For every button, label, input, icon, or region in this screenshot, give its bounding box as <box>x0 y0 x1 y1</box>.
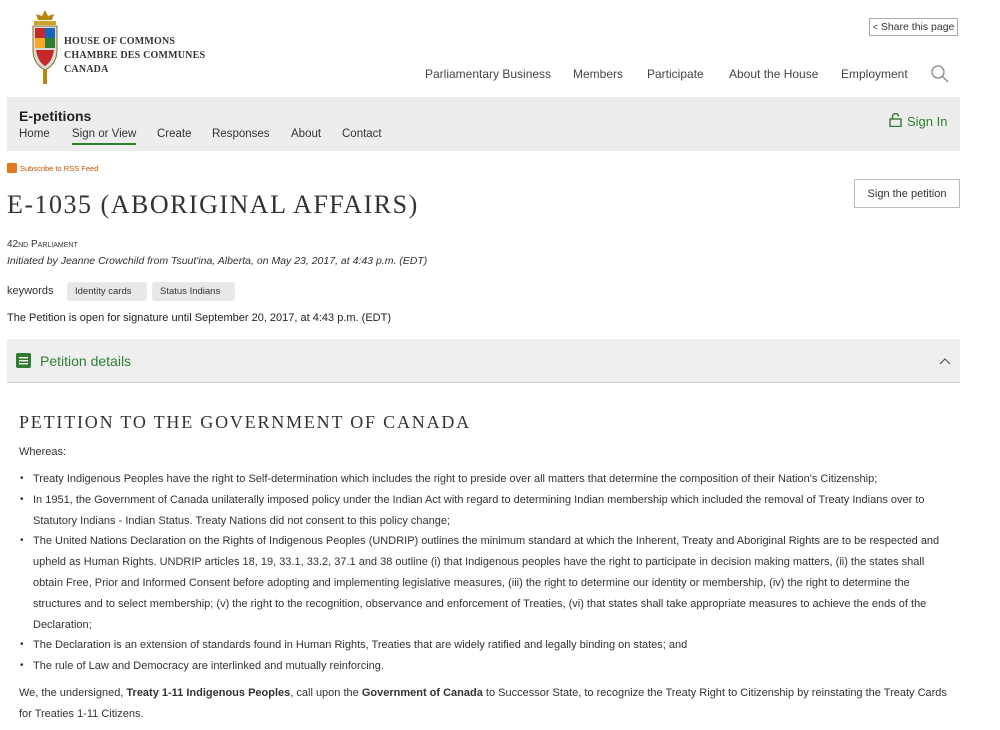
nav-about-the-house[interactable]: About the House <box>729 67 819 81</box>
rss-label: Subscribe to RSS Feed <box>20 163 99 173</box>
list-item: • The United Nations Declaration on the Rights of Indigenous Peoples (UNDRIP) outlines the minimum standard at which the Inherent, Treaty and Aboriginal Rights are to be respected and upheld as Human Rights. UNDRIP articles 18, 19, 33.1, 33.2, 37.1 and 38 outline (i) that Indigenous peoples have the right to participate in decision making matters, (ii) the states shall obtain Free, Prior and Informed Consent before adopting and implementing legislative measures, (iii) the right to determine our identity or membership, (iv) the right to determine the structures and to select membership; (v) the right to the recognition, observance and enforcement of Treaties, (vi) that states shall take appropriate measures to achieve the ends of the Declaration; <box>19 531 949 635</box>
keywords-label: keywords <box>7 285 54 297</box>
addressee-label: Government of Canada <box>361 687 483 699</box>
document-icon <box>16 353 31 368</box>
share-button[interactable] <box>869 18 958 36</box>
sign-in-label: Sign In <box>907 114 948 129</box>
whereas-list <box>19 469 949 677</box>
nav-participate[interactable]: Participate <box>647 67 704 81</box>
rss-icon <box>7 163 17 173</box>
nav-parliamentary-business[interactable]: Parliamentary Business <box>425 67 552 81</box>
nav-members[interactable]: Members <box>573 67 624 81</box>
petitioners-label: Treaty 1-11 Indigenous Peoples <box>126 687 291 699</box>
section-header <box>7 97 960 151</box>
tab-home[interactable]: Home <box>19 128 50 140</box>
chevron-up-icon[interactable] <box>939 356 951 368</box>
section-title: E-petitions <box>19 108 92 124</box>
list-item: • The rule of Law and Democracy are interlinked and mutually reinforcing. <box>19 656 949 677</box>
logo-line-3: CANADA <box>64 64 109 75</box>
parliament-label: 42nd Parliament <box>7 239 78 250</box>
open-status: The Petition is open for signature until September 20, 2017, at 4:43 p.m. (EDT) <box>7 312 391 324</box>
whereas-label: Whereas: <box>19 446 67 458</box>
tab-contact[interactable]: Contact <box>342 128 382 140</box>
petition-request: We, the undersigned, Treaty 1-11 Indigenous Peoples, call upon the Government of Canada to Successor State, to recognize the Treaty Right to Citizenship by reinstating the Treaty Cards for Treaties 1-11 Citizens. <box>19 687 947 720</box>
petition-heading: E-1035 (ABORIGINAL AFFAIRS) <box>7 190 419 219</box>
nav-employment[interactable]: Employment <box>841 67 908 81</box>
list-item: • Treaty Indigenous Peoples have the right to Self-determination which includes the right to preside over all matters that determine the composition of their Nation's Citizenship; <box>19 469 949 490</box>
share-label: Share this page <box>880 21 955 33</box>
list-item: • The Declaration is an extension of standards found in Human Rights, Treaties that are widely ratified and legally binding on states; and <box>19 635 949 656</box>
logo-line-1: HOUSE OF COMMONS <box>64 36 176 47</box>
tab-about[interactable]: About <box>291 128 322 140</box>
lock-icon <box>889 113 902 130</box>
sign-petition-button[interactable]: Sign the petition <box>854 179 960 208</box>
petition-details-toggle[interactable] <box>7 339 960 383</box>
logo-text <box>64 35 205 77</box>
tab-create[interactable]: Create <box>157 128 192 140</box>
rss-link[interactable] <box>7 163 98 173</box>
share-icon: < <box>872 22 878 32</box>
tab-sign-or-view[interactable]: Sign or View <box>72 128 136 145</box>
search-icon[interactable] <box>930 64 950 84</box>
keyword-tag[interactable]: Status Indians <box>152 282 235 301</box>
list-item: • In 1951, the Government of Canada unilaterally imposed policy under the Indian Act with regard to determining Indian membership which included the removal of Treaty Indians over to Statutory Indians - Indian Status. Treaty Nations did not consent to this policy change; <box>19 490 949 532</box>
petition-title: PETITION TO THE GOVERNMENT OF CANADA <box>19 412 471 432</box>
keyword-tag[interactable]: Identity cards <box>67 282 147 301</box>
petition-details-label[interactable]: Petition details <box>40 353 132 369</box>
initiated-by: Initiated by Jeanne Crowchild from Tsuut'ina, Alberta, on May 23, 2017, at 4:43 p.m. (EDT) <box>7 255 428 267</box>
tab-responses[interactable]: Responses <box>212 128 270 140</box>
sign-in-link[interactable] <box>889 113 947 130</box>
logo-line-2: CHAMBRE DES COMMUNES <box>64 50 206 61</box>
house-of-commons-logo-icon[interactable] <box>30 8 60 86</box>
